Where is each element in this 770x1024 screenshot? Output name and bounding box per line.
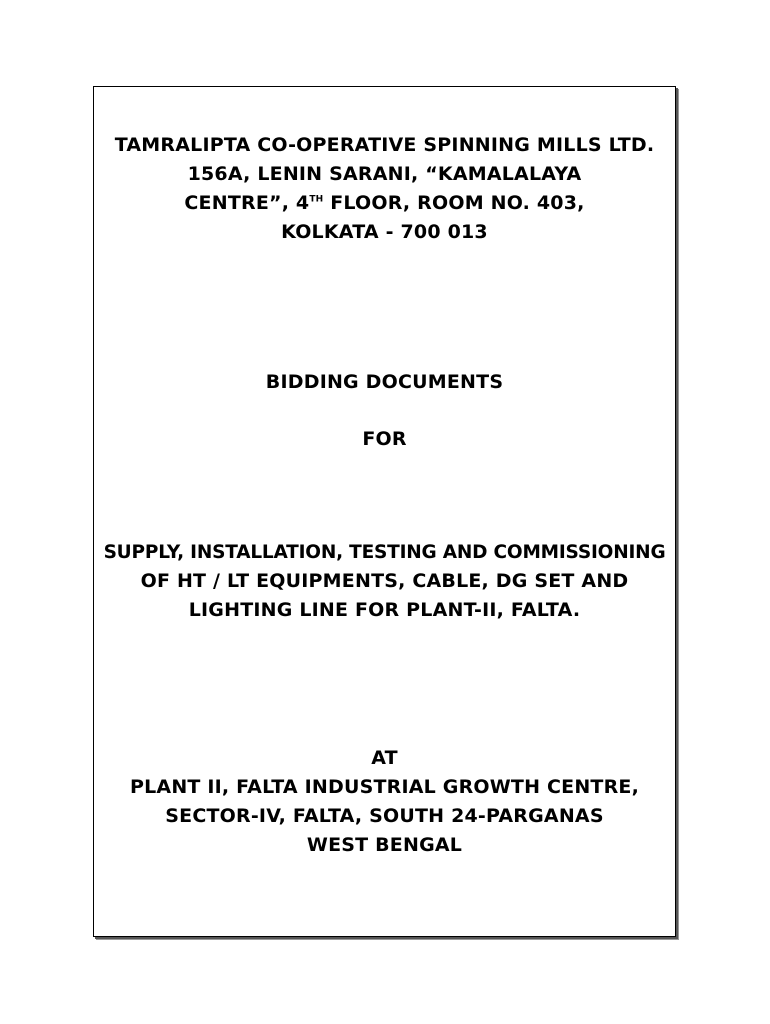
- at-label: AT: [371, 747, 398, 769]
- address-line-2-post: FLOOR, ROOM NO. 403,: [323, 192, 585, 214]
- address-line-2-pre: CENTRE”, 4: [184, 192, 310, 214]
- scope-line-3: LIGHTING LINE FOR PLANT-II, FALTA.: [188, 599, 581, 621]
- organization-name: TAMRALIPTA CO-OPERATIVE SPINNING MILLS LTD.: [114, 134, 655, 156]
- scope-of-work: [94, 538, 675, 625]
- for-label: [94, 425, 675, 454]
- address-line-2: [94, 189, 675, 218]
- site-location: [94, 744, 675, 860]
- document-title: [94, 368, 675, 397]
- for-label-text: FOR: [362, 428, 407, 450]
- document-cover-frame: [93, 86, 676, 937]
- location-line-2: SECTOR-IV, FALTA, SOUTH 24-PARGANAS: [165, 805, 604, 827]
- address-line-3: KOLKATA - 700 013: [281, 221, 488, 243]
- scope-line-2: OF HT / LT EQUIPMENTS, CABLE, DG SET AND: [140, 570, 629, 592]
- organization-header: [94, 131, 675, 247]
- scope-line-1: SUPPLY, INSTALLATION, TESTING AND COMMISSIONING: [103, 542, 666, 563]
- address-line-1: 156A, LENIN SARANI, “KAMALALAYA: [187, 163, 582, 185]
- ordinal-superscript: TH: [309, 194, 324, 205]
- location-line-1: PLANT II, FALTA INDUSTRIAL GROWTH CENTRE,: [129, 776, 640, 798]
- location-line-3: WEST BENGAL: [306, 834, 463, 856]
- document-title-text: BIDDING DOCUMENTS: [265, 371, 504, 393]
